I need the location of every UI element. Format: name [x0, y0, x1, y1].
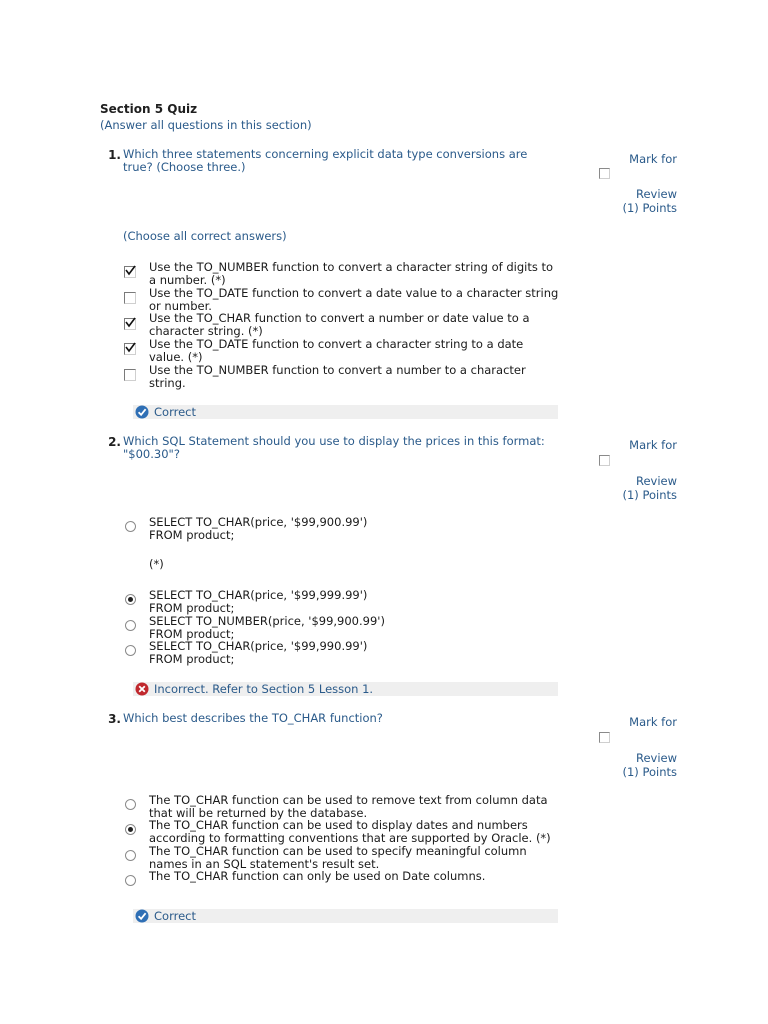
mark-for-review-checkbox[interactable] [599, 455, 610, 466]
answer-radio[interactable] [125, 799, 136, 810]
answer-code-line: FROM product; [149, 651, 235, 666]
correct-marker: (*) [149, 557, 164, 571]
answer-radio[interactable] [125, 521, 136, 532]
quiz-instructions: (Answer all questions in this section) [100, 118, 312, 132]
answer-code-line: FROM product; [149, 600, 235, 615]
result-text: Incorrect. Refer to Section 5 Lesson 1. [154, 682, 374, 696]
answer-checkbox[interactable] [124, 343, 136, 355]
answer-radio[interactable] [125, 645, 136, 656]
mark-for-review-checkbox[interactable] [599, 168, 610, 179]
answer-option: The TO_CHAR function can be used to remove text from column data that will be returned by the database. [149, 793, 548, 820]
question-number: 3. [108, 712, 121, 726]
answer-radio[interactable] [125, 875, 136, 886]
answer-code-line: SELECT TO_CHAR(price, '$99,999.99') [149, 588, 368, 602]
answer-option: Use the TO_DATE function to convert a date value to a character string or number. [149, 286, 559, 313]
review-label: Review [635, 751, 677, 765]
answer-option [149, 516, 559, 541]
result-feedback-bar [133, 909, 558, 923]
answer-checkbox[interactable] [124, 318, 136, 330]
result-text: Correct [154, 909, 196, 923]
question-text: Which SQL Statement should you use to display the prices in this format: "$00.30"? [123, 434, 545, 461]
points-label: (1) Points [622, 765, 677, 779]
error-x-icon [135, 682, 149, 696]
answer-radio[interactable] [125, 850, 136, 861]
answer-code-line: SELECT TO_CHAR(price, '$99,990.99') [149, 639, 368, 653]
question-text: Which best describes the TO_CHAR function? [123, 711, 383, 725]
review-label: Review [635, 187, 677, 201]
review-label: Review [635, 474, 677, 488]
result-feedback-bar [133, 405, 558, 419]
answer-code-line: FROM product; [149, 626, 235, 641]
question-number: 2. [108, 435, 121, 449]
answer-option: Use the TO_CHAR function to convert a number or date value to a character string. (*) [149, 311, 530, 338]
answer-radio[interactable] [125, 594, 136, 605]
answer-option: Use the TO_DATE function to convert a character string to a date value. (*) [149, 337, 524, 364]
check-circle-icon [135, 405, 149, 419]
answer-option [149, 640, 559, 665]
answer-code-line: SELECT TO_CHAR(price, '$99,900.99') [149, 515, 368, 529]
answer-option: Use the TO_NUMBER function to convert a character string of digits to a number. (*) [149, 260, 554, 287]
answer-checkbox[interactable] [124, 369, 136, 381]
mark-for-label: Mark for [629, 715, 677, 729]
mark-for-label: Mark for [629, 152, 677, 166]
points-label: (1) Points [622, 488, 677, 502]
result-feedback-bar [133, 682, 558, 696]
answer-code-line: SELECT TO_NUMBER(price, '$99,900.99') [149, 614, 385, 628]
question-text: Which three statements concerning explicit data type conversions are true? (Choose three.) [123, 147, 528, 174]
result-text: Correct [154, 405, 196, 419]
mark-for-review-checkbox[interactable] [599, 732, 610, 743]
answer-option: The TO_CHAR function can only be used on Date columns. [149, 869, 486, 883]
answer-checkbox[interactable] [124, 266, 136, 278]
answer-option: The TO_CHAR function can be used to display dates and numbers according to formatting conventions that are supported by Oracle. (*) [149, 818, 551, 845]
answer-code-line: FROM product; [149, 527, 235, 542]
question-number: 1. [108, 148, 121, 162]
answer-checkbox[interactable] [124, 292, 136, 304]
choose-all-instruction: (Choose all correct answers) [123, 229, 287, 243]
quiz-title: Section 5 Quiz [100, 102, 198, 116]
answer-option [149, 589, 559, 614]
points-label: (1) Points [622, 201, 677, 215]
answer-option: Use the TO_NUMBER function to convert a number to a character string. [149, 363, 526, 390]
answer-radio[interactable] [125, 824, 136, 835]
answer-option: The TO_CHAR function can be used to specify meaningful column names in an SQL statement's result set. [149, 844, 527, 871]
mark-for-label: Mark for [629, 438, 677, 452]
answer-option [149, 615, 559, 640]
check-circle-icon [135, 909, 149, 923]
answer-radio[interactable] [125, 620, 136, 631]
